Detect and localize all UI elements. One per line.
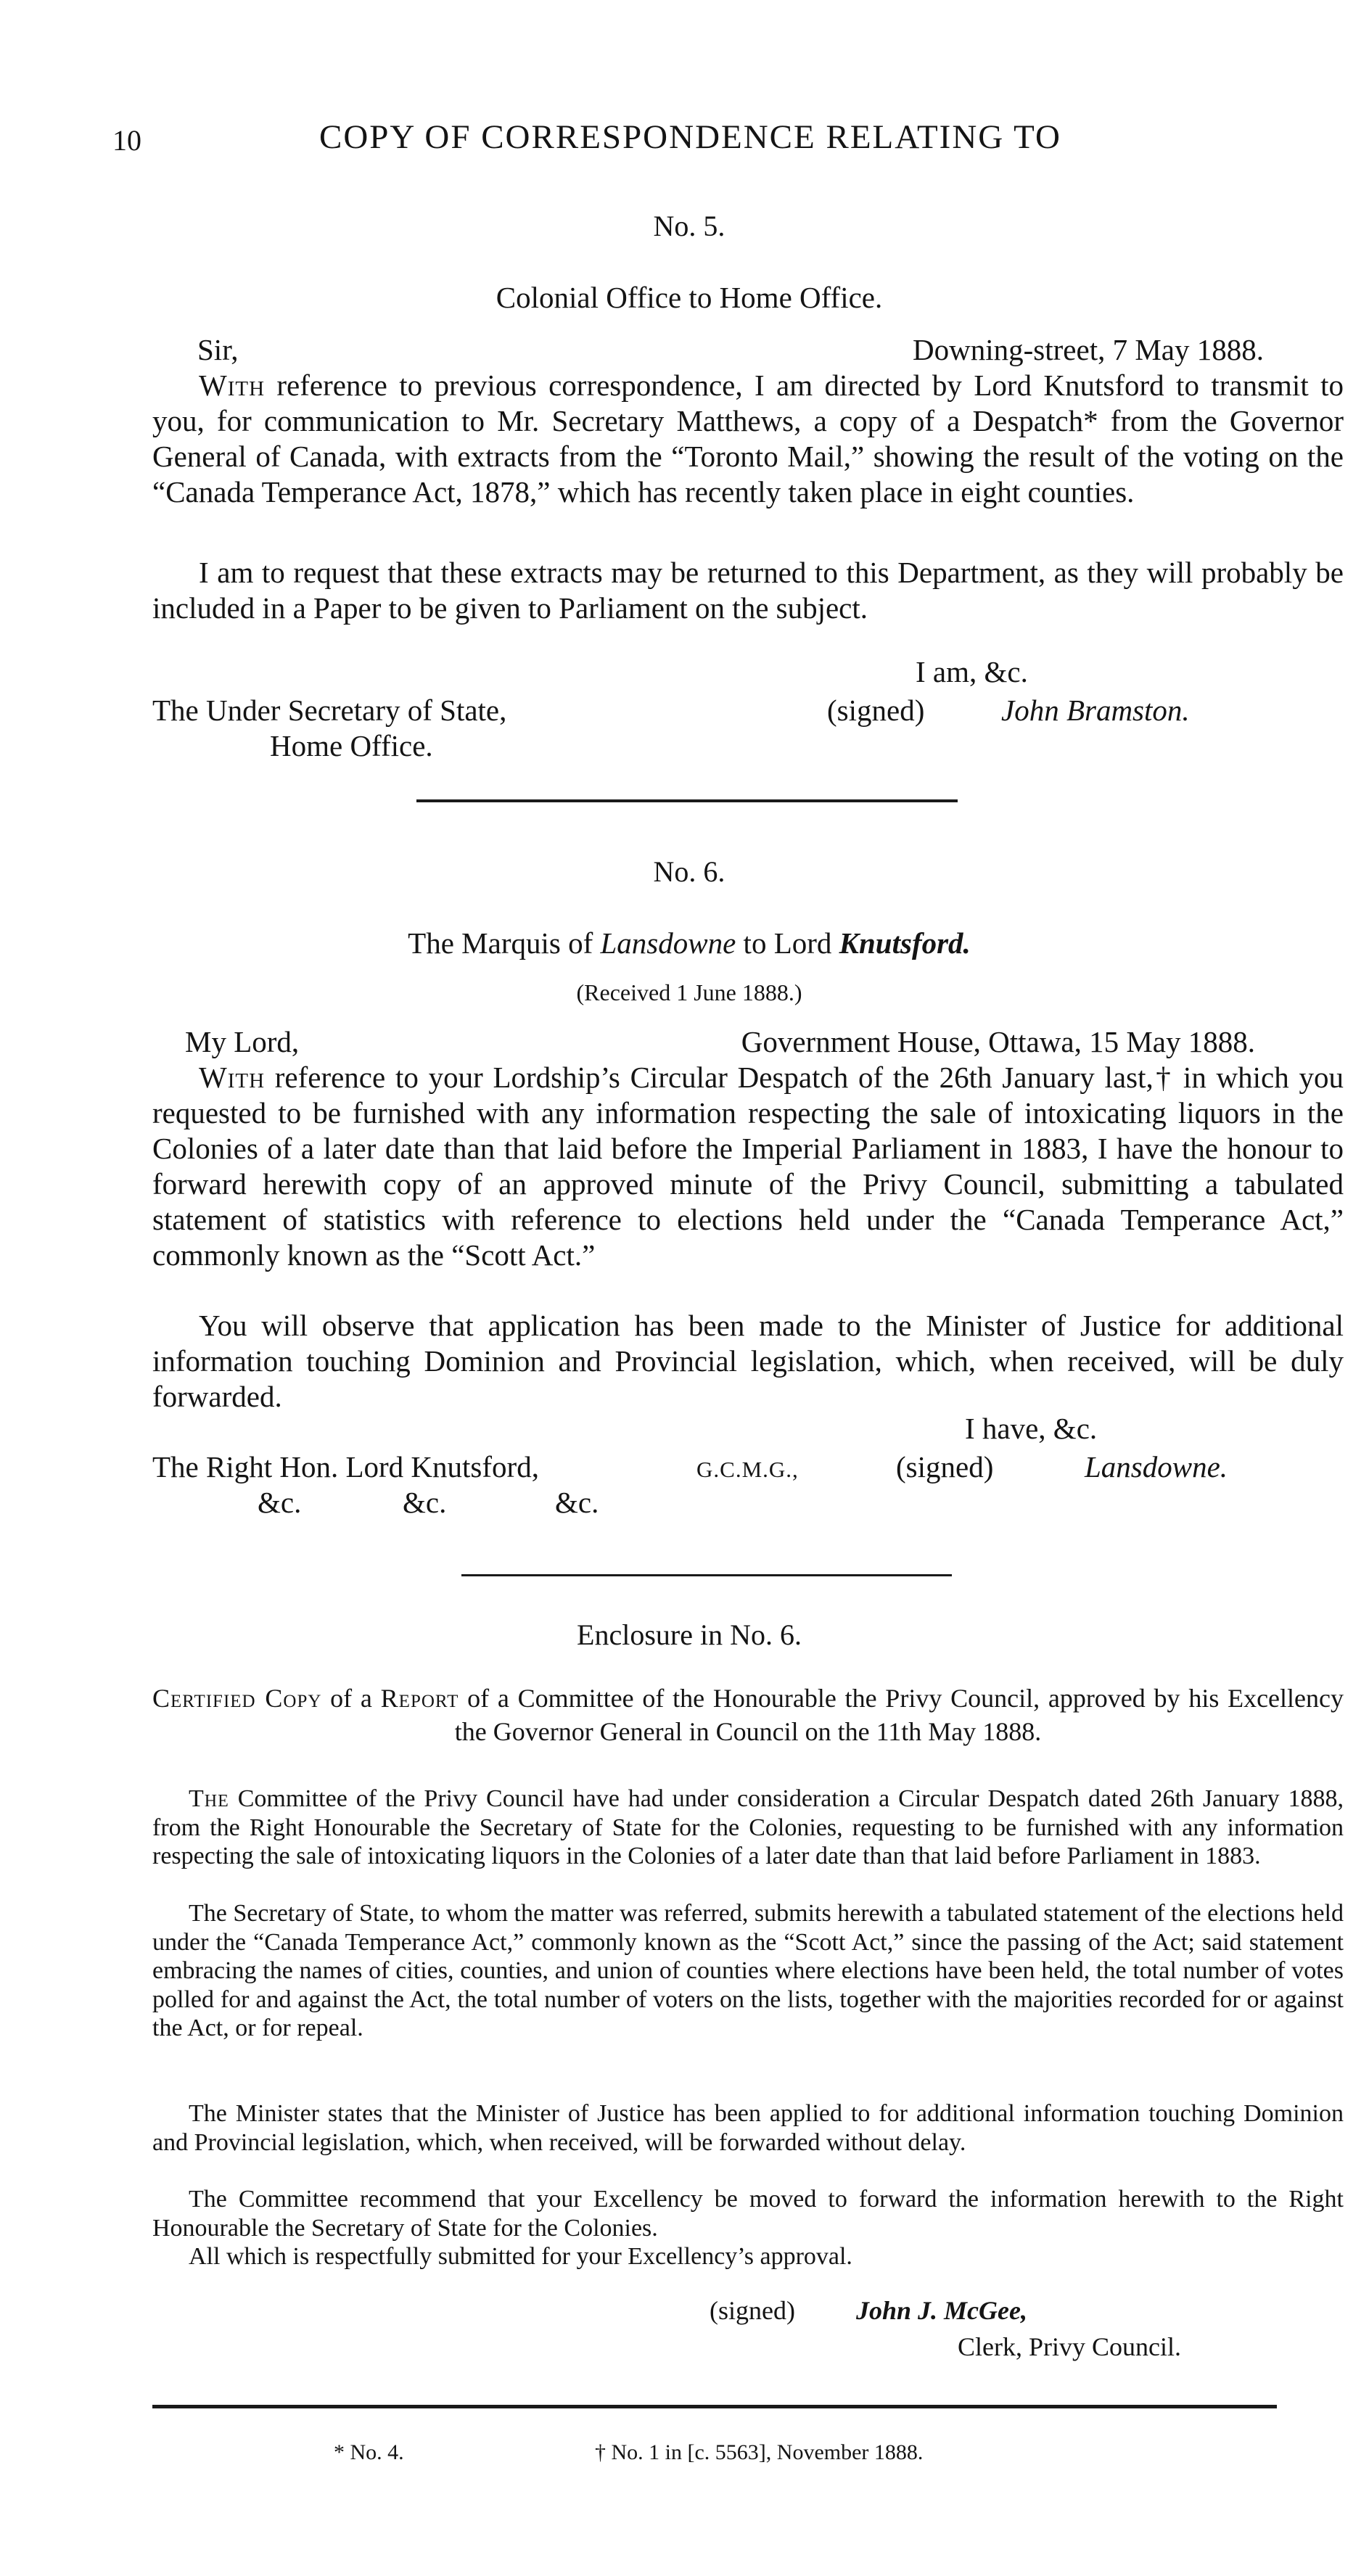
enclosure-intro-report: Report [380, 1684, 459, 1713]
letter6-received: (Received 1 June 1888.) [576, 979, 802, 1005]
letter6-paragraph-2: You will observe that application has been made to the Minister of Justice for additional information touching Dominion and Provincial legislation, which, when received, will be duly forwarded. [152, 1309, 1344, 1413]
letter6-signed-label: (signed) [896, 1450, 994, 1484]
letter5-addressee-line2: Home Office. [270, 729, 433, 762]
enclosure-paragraph-2: The Secretary of State, to whom the matter was referred, submits herewith a tabulated statement of the elections held under the “Canada Temperance Act,” commonly known as the “Scott Act,” since the passing of the Act; said statement embracing the names of cities, counties, and union of counties where elections have been held, the total number of votes polled for and against the Act, the total number of voters on the lists, together with the majorities recorded for or against the Act, or for repeal. [152, 1900, 1344, 2041]
letter6-heading-pre: The Marquis of [408, 926, 601, 960]
enclosure-intro-of: of a [321, 1684, 381, 1713]
letter6-closing: I have, &c. [965, 1412, 1098, 1445]
letter6-heading [218, 926, 1161, 961]
letter6-addressee-etc-3: &c. [555, 1486, 599, 1519]
letter5-number: No. 5. [653, 210, 725, 242]
letter5-addressee-line1: The Under Secretary of State, [152, 694, 507, 727]
letter6-signer: Lansdowne. [1085, 1450, 1228, 1484]
enclosure-paragraph-5: All which is respectfully submitted for your Excellency’s approval. [189, 2243, 852, 2270]
letter6-addressee-etc-1: &c. [258, 1486, 302, 1519]
letter5-paragraph-2: I am to request that these extracts may be returned to this Department, as they will probably be included in a Paper to be given to Parliament on the subject. [152, 556, 1344, 625]
letter5-place-date: Downing-street, 7 May 1888. [913, 333, 1264, 366]
footnote-2: † No. 1 in [c. 5563], November 1888. [595, 2440, 924, 2464]
letter6-para1-lead: With [199, 1061, 266, 1094]
enclosure-p1-text: Committee of the Privy Council have had under consideration a Circular Despatch dated 26th January 1888, from the Right Honourable the Secretary of State for the Colonies, requesting to be furnished with any information respecting the sale of intoxicating liquors in the Colonies of a later date than that laid before Parliament in 1883. [152, 1785, 1344, 1869]
enclosure-signed-label: (signed) [710, 2296, 795, 2325]
letter5-paragraph-1 [152, 368, 1344, 510]
enclosure-intro-rest: of a Committee of the Honourable the Privy Council, approved by his Excellency the Governor General in Council on the 11th May 1888. [454, 1684, 1344, 1746]
enclosure-title: Enclosure in No. 6. [577, 1618, 802, 1651]
enclosure-intro-certified: Certified [152, 1684, 256, 1713]
letter5-heading: Colonial Office to Home Office. [496, 281, 883, 314]
enclosure-p1-lead: The [189, 1785, 229, 1812]
letter6-paragraph-1 [152, 1060, 1344, 1273]
letter5-para1-text: reference to previous correspondence, I am directed by Lord Knutsford to transmit to you, for communication to Mr. Secretary Matthews, a copy of a Despatch* from the Governor General of Canada, with extracts from the “Toronto Mail,” showing the result of the voting on the “Canada Temperance Act, 1878,” which has recently taken place in eight counties. [152, 369, 1344, 509]
letter5-signer: John Bramston. [1001, 694, 1190, 727]
footnote-1: * No. 4. [334, 2440, 404, 2464]
letter5-para1-lead: With [199, 369, 266, 402]
enclosure-signer-title: Clerk, Privy Council. [958, 2332, 1181, 2361]
letter6-place-date: Government House, Ottawa, 15 May 1888. [741, 1025, 1255, 1058]
enclosure-paragraph-3: The Minister states that the Minister of Justice has been applied to for additional information touching Dominion and Provincial legislation, which, when received, will be forwarded without delay. [152, 2100, 1344, 2156]
letter6-addressee-honours: G.C.M.G., [696, 1457, 799, 1482]
enclosure-paragraph-4: The Committee recommend that your Excellency be moved to forward the information herewith to the Right Honourable the Secretary of State for the Colonies. [152, 2186, 1344, 2242]
page-number: 10 [112, 124, 141, 157]
letter6-addressee-etc-2: &c. [403, 1486, 447, 1519]
footnote-rule [152, 2405, 1277, 2408]
letter6-heading-from: Lansdowne [600, 926, 736, 960]
enclosure-intro-copy: Copy [255, 1684, 322, 1713]
letter6-heading-to: Knutsford. [839, 926, 971, 960]
enclosure-paragraph-1 [152, 1785, 1344, 1871]
letter5-signed-label: (signed) [827, 694, 925, 727]
running-title: COPY OF CORRESPONDENCE RELATING TO [319, 118, 1061, 156]
letter5-salutation: Sir, [197, 333, 239, 366]
enclosure-intro [152, 1682, 1344, 1748]
letter6-heading-mid: to Lord [736, 926, 839, 960]
enclosure-signer: John J. McGee, [856, 2296, 1027, 2325]
section-rule-2 [461, 1574, 952, 1576]
letter5-closing: I am, &c. [916, 655, 1028, 688]
section-rule-1 [416, 799, 958, 802]
letter6-salutation: My Lord, [185, 1025, 300, 1058]
letter6-addressee-line1: The Right Hon. Lord Knutsford, [152, 1450, 539, 1484]
letter6-number: No. 6. [653, 855, 725, 888]
letter6-para1-text: reference to your Lordship’s Circular Despatch of the 26th January last,† in which you requested to be furnished with any information respecting the sale of intoxicating liquors in the Colonies of a later date than that laid before the Imperial Parliament in 1883, I have the honour to forward herewith copy of an approved minute of the Privy Council, submitting a tabulated statement of statistics with reference to elections held under the “Canada Temperance Act,” commonly known as the “Scott Act.” [152, 1061, 1344, 1272]
